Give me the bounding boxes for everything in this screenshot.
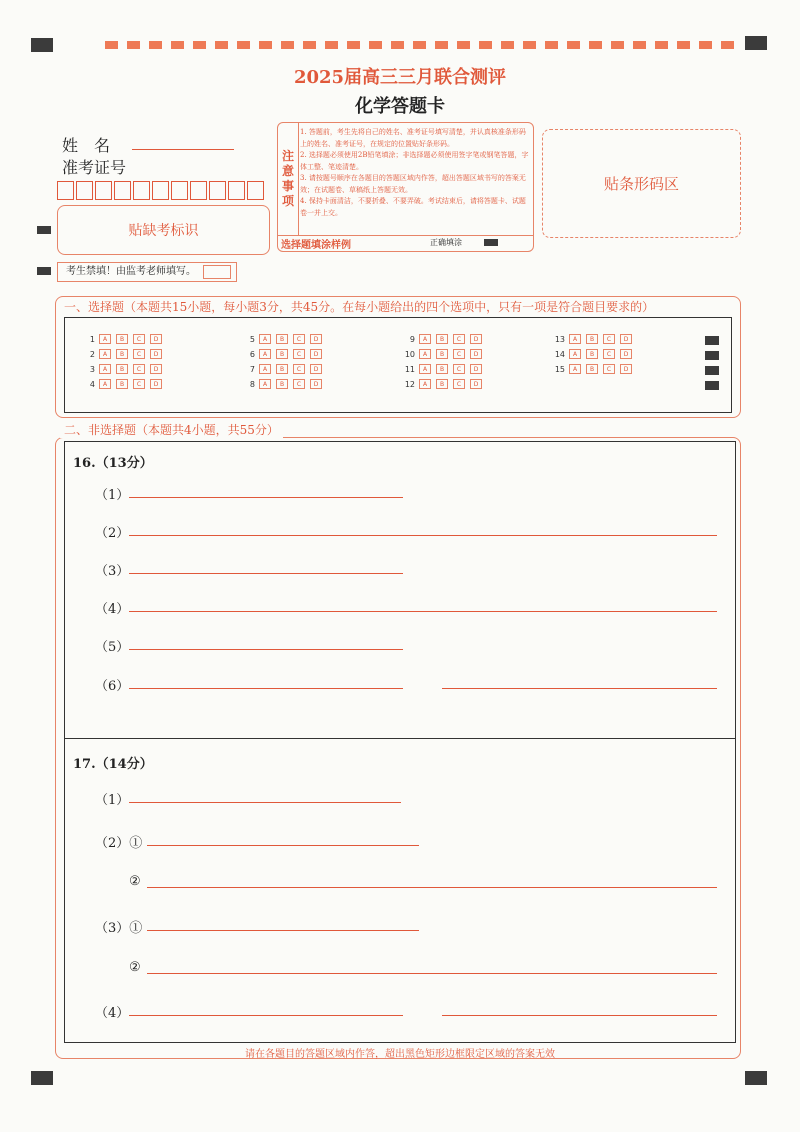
mc-option-bubble[interactable]: D <box>310 334 322 344</box>
q16-3-answer-line[interactable] <box>129 573 403 574</box>
side-mark-absent <box>37 226 51 234</box>
mc-option-bubble[interactable]: A <box>259 334 271 344</box>
q16-3-label: （3） <box>95 564 130 579</box>
timing-mark-bottom-left <box>31 1071 53 1085</box>
correct-fill-label: 正确填涂 <box>430 238 462 247</box>
notice-item: 3. 请按题号顺序在各题目的答题区域内作答，超出答题区域书写的答案无效；在试题卷、草稿纸上答题无效。 <box>300 174 526 194</box>
mc-question-number: 8 <box>249 379 255 389</box>
mc-option-bubble[interactable]: C <box>293 349 305 359</box>
mc-option-bubble[interactable]: B <box>116 334 128 344</box>
q16-1-label: （1） <box>95 488 130 503</box>
notice-box <box>277 122 534 252</box>
mc-question-number: 15 <box>554 364 565 374</box>
mc-question <box>549 348 637 360</box>
mc-option-bubble[interactable]: A <box>99 349 111 359</box>
q17-2b-label: ② <box>129 874 141 889</box>
mc-question-number: 10 <box>404 349 415 359</box>
mc-option-bubble[interactable]: D <box>470 334 482 344</box>
mc-option-bubble[interactable]: C <box>133 334 145 344</box>
mc-question-number: 14 <box>554 349 565 359</box>
mc-question <box>399 378 487 390</box>
mc-option-bubble[interactable]: A <box>569 349 581 359</box>
mc-question <box>79 348 167 360</box>
barcode-area <box>542 129 741 238</box>
mc-option-bubble[interactable]: B <box>116 379 128 389</box>
mc-option-bubble[interactable]: C <box>133 379 145 389</box>
q16-2-label: （2） <box>95 526 130 541</box>
mc-question <box>549 363 637 375</box>
forbid-note-box <box>57 262 237 282</box>
mc-option-bubble[interactable]: C <box>603 334 615 344</box>
mc-option-bubble[interactable]: B <box>116 349 128 359</box>
absent-sticker-box <box>57 205 270 255</box>
q16-6-label: （6） <box>95 679 130 694</box>
mc-question <box>399 348 487 360</box>
mc-option-bubble[interactable]: B <box>586 334 598 344</box>
top-dash-border <box>105 41 735 49</box>
mc-option-bubble[interactable]: D <box>150 349 162 359</box>
mc-option-bubble[interactable]: D <box>150 364 162 374</box>
q17-4-answer-line-a[interactable] <box>129 1015 403 1016</box>
q17-4-answer-line-b[interactable] <box>442 1015 717 1016</box>
mc-option-bubble[interactable]: C <box>453 379 465 389</box>
mc-question-number: 2 <box>89 349 95 359</box>
sheet-subtitle: 化学答题卡 <box>355 96 445 117</box>
q17-3b-answer-line[interactable] <box>147 973 717 974</box>
mc-question-number: 6 <box>249 349 255 359</box>
correct-fill-sample <box>484 239 498 246</box>
mc-question-number: 9 <box>409 334 415 344</box>
mc-timing-mark <box>705 381 719 390</box>
mc-option-bubble[interactable]: A <box>259 364 271 374</box>
mc-option-bubble[interactable]: D <box>470 349 482 359</box>
notice-side-label: 注 意 事 项 <box>278 123 299 235</box>
mc-option-bubble[interactable]: C <box>453 334 465 344</box>
q17-4-label: （4） <box>95 1006 130 1021</box>
q16-5-answer-line[interactable] <box>129 649 403 650</box>
mc-timing-mark <box>705 351 719 360</box>
mc-grid <box>64 317 732 413</box>
q17-1-answer-line[interactable] <box>129 802 401 803</box>
fill-sample-label: 选择题填涂样例 <box>281 240 351 251</box>
timing-mark-bottom-right <box>745 1071 767 1085</box>
mc-option-bubble[interactable]: D <box>150 334 162 344</box>
exam-number-label: 准考证号 <box>62 158 127 177</box>
mc-option-bubble[interactable]: B <box>276 349 288 359</box>
mc-option-bubble[interactable]: A <box>99 379 111 389</box>
mc-question-number: 4 <box>89 379 95 389</box>
mc-option-bubble[interactable]: B <box>276 379 288 389</box>
notice-item: 1. 答题前，考生先将自己的姓名、准考证号填写清楚，并认真核准条形码上的姓名、准考证号，在规定的位置贴好条形码。 <box>300 128 526 148</box>
mc-option-bubble[interactable]: A <box>99 364 111 374</box>
mc-option-bubble[interactable]: C <box>293 364 305 374</box>
section1-title: 一、选择题（本题共15小题，每小题3分，共45分。在每小题给出的四个选项中，只有一项是符合题目要求的） <box>60 298 658 315</box>
question-divider <box>65 738 735 739</box>
q16-5-label: （5） <box>95 640 130 655</box>
mc-option-bubble[interactable]: D <box>620 349 632 359</box>
mc-question <box>399 363 487 375</box>
mc-option-bubble[interactable]: B <box>586 349 598 359</box>
mc-question <box>399 333 487 345</box>
q16-6-answer-line-a[interactable] <box>129 688 403 689</box>
mc-question <box>239 363 327 375</box>
q17-3a-label: （3）① <box>95 921 143 936</box>
mc-option-bubble[interactable]: D <box>620 364 632 374</box>
mc-option-bubble[interactable]: D <box>620 334 632 344</box>
mc-option-bubble[interactable]: C <box>293 334 305 344</box>
mc-question <box>79 378 167 390</box>
mc-option-bubble[interactable]: C <box>133 349 145 359</box>
mc-option-bubble[interactable]: C <box>603 364 615 374</box>
notice-list <box>300 127 530 219</box>
mc-option-bubble[interactable]: B <box>436 364 448 374</box>
mc-question-number: 13 <box>554 334 565 344</box>
mc-option-bubble[interactable]: B <box>436 334 448 344</box>
exam-title: 2025届高三三月联合测评 <box>293 67 507 88</box>
mc-option-bubble[interactable]: B <box>276 364 288 374</box>
q17-2b-answer-line[interactable] <box>147 887 717 888</box>
barcode-label: 贴条形码区 <box>603 175 679 193</box>
q17-2a-label: （2）① <box>95 836 143 851</box>
mc-option-bubble[interactable]: A <box>569 334 581 344</box>
mc-question <box>79 363 167 375</box>
q16-4-label: （4） <box>95 602 130 617</box>
mc-option-bubble[interactable]: A <box>419 349 431 359</box>
mc-option-bubble[interactable]: D <box>310 349 322 359</box>
mc-question-number: 11 <box>404 364 415 374</box>
mc-option-bubble[interactable]: D <box>470 379 482 389</box>
mc-question-number: 7 <box>249 364 255 374</box>
mc-option-bubble[interactable]: B <box>116 364 128 374</box>
mc-option-bubble[interactable]: A <box>259 379 271 389</box>
mc-timing-mark <box>705 366 719 375</box>
mc-option-bubble[interactable]: C <box>603 349 615 359</box>
absent-label: 贴缺考标识 <box>128 223 199 239</box>
mc-question-number: 5 <box>249 334 255 344</box>
q17-heading: 17.（14分） <box>73 757 153 772</box>
q16-heading: 16.（13分） <box>73 456 153 471</box>
mc-option-bubble[interactable]: C <box>453 349 465 359</box>
q16-4-answer-line[interactable] <box>129 611 717 612</box>
forbid-note: 考生禁填！由监考老师填写。 <box>66 266 196 277</box>
timing-mark-top-left <box>31 38 53 52</box>
q16-1-answer-line[interactable] <box>129 497 403 498</box>
mc-question-number: 12 <box>404 379 415 389</box>
q16-2-answer-line[interactable] <box>129 535 717 536</box>
name-field[interactable] <box>132 149 234 150</box>
mc-option-bubble[interactable]: D <box>150 379 162 389</box>
proctor-mark-box[interactable] <box>203 265 231 279</box>
mc-option-bubble[interactable]: D <box>470 364 482 374</box>
exam-number-boxes[interactable] <box>57 181 264 200</box>
notice-item: 2. 选择题必须使用2B铅笔填涂；非选择题必须使用签字笔或钢笔答题，字体工整、笔迹清楚。 <box>300 151 529 171</box>
mc-option-bubble[interactable]: C <box>133 364 145 374</box>
mc-option-bubble[interactable]: A <box>259 349 271 359</box>
mc-option-bubble[interactable]: B <box>436 379 448 389</box>
q17-3a-answer-line[interactable] <box>147 930 419 931</box>
notice-item: 4. 保持卡面清洁，不要折叠、不要弄破。考试结束后，请将答题卡、试题卷一并上交。 <box>300 197 526 217</box>
section2-title: 二、非选择题（本题共4小题，共55分） <box>60 421 283 438</box>
mc-question <box>239 348 327 360</box>
mc-option-bubble[interactable]: C <box>293 379 305 389</box>
answer-frame <box>64 441 736 1043</box>
mc-option-bubble[interactable]: A <box>419 379 431 389</box>
q17-1-label: （1） <box>95 793 130 808</box>
mc-option-bubble[interactable]: A <box>419 364 431 374</box>
q17-3b-label: ② <box>129 960 141 975</box>
mc-question <box>239 333 327 345</box>
q16-6-answer-line-b[interactable] <box>442 688 717 689</box>
mc-question <box>79 333 167 345</box>
mc-option-bubble[interactable]: A <box>419 334 431 344</box>
mc-question-number: 1 <box>89 334 95 344</box>
mc-option-bubble[interactable]: A <box>569 364 581 374</box>
mc-option-bubble[interactable]: B <box>586 364 598 374</box>
mc-question <box>549 333 637 345</box>
mc-option-bubble[interactable]: D <box>310 379 322 389</box>
footer-note: 请在各题目的答题区域内作答，超出黑色矩形边框限定区域的答案无效 <box>245 1049 555 1060</box>
fill-sample-row <box>278 235 533 250</box>
mc-option-bubble[interactable]: B <box>276 334 288 344</box>
mc-timing-mark <box>705 336 719 345</box>
mc-question-number: 3 <box>89 364 95 374</box>
mc-option-bubble[interactable]: B <box>436 349 448 359</box>
side-mark-forbid <box>37 267 51 275</box>
mc-option-bubble[interactable]: A <box>99 334 111 344</box>
mc-option-bubble[interactable]: D <box>310 364 322 374</box>
mc-option-bubble[interactable]: C <box>453 364 465 374</box>
timing-mark-top-right <box>745 36 767 50</box>
name-label: 姓 名 <box>62 136 111 155</box>
q17-2a-answer-line[interactable] <box>147 845 419 846</box>
mc-question <box>239 378 327 390</box>
